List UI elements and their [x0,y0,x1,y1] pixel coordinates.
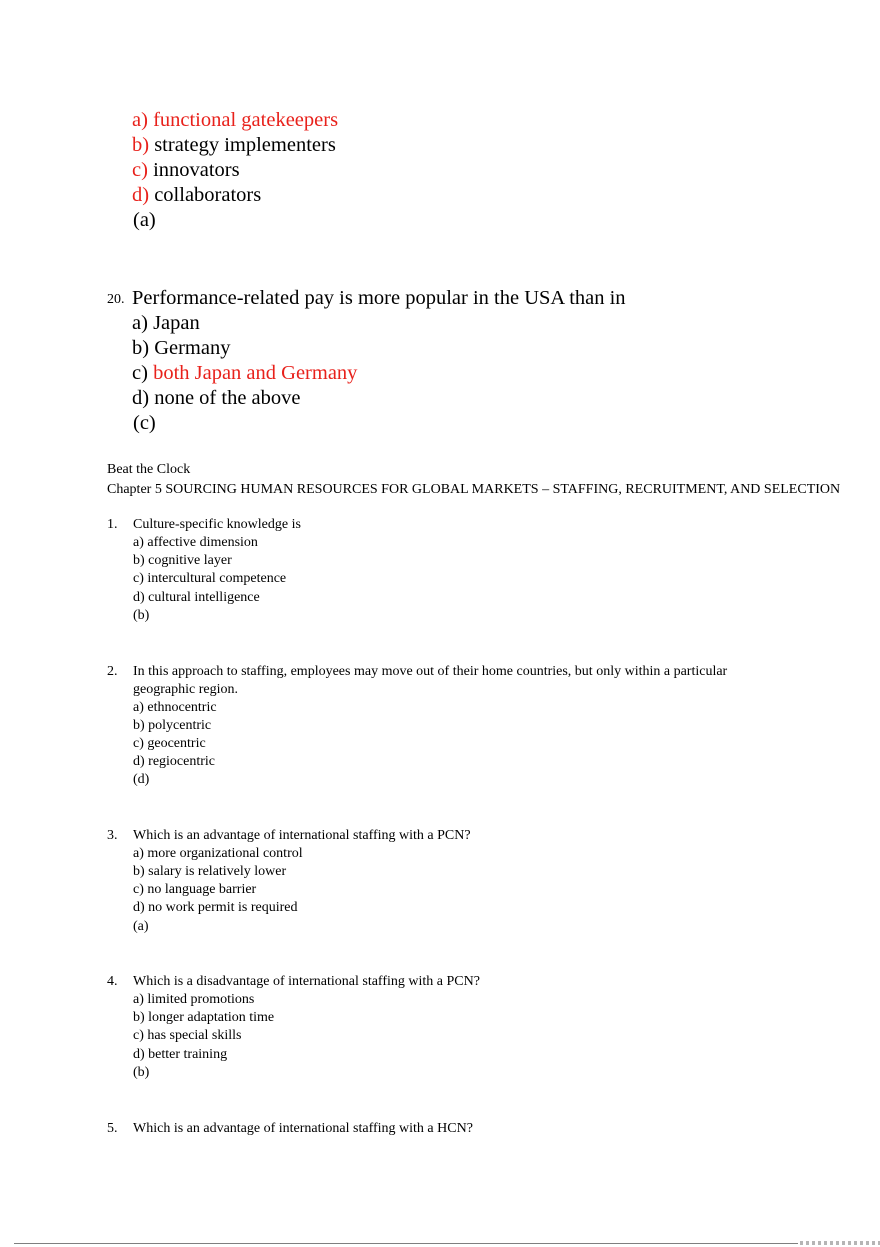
q1-number: 1. [107,517,118,532]
q19-option-d [132,183,261,208]
q20-option-d-text: none of the above [154,387,301,409]
q2-option-a: a) ethnocentric [133,700,217,715]
chapter-heading: Chapter 5 SOURCING HUMAN RESOURCES FOR GLOBAL MARKETS – STAFFING, RECRUITMENT, AND SELECTION [107,482,841,497]
q20-option-c-letter: c) [132,362,148,384]
q2-option-d: d) regiocentric [133,754,216,769]
q1-option-c: c) intercultural competence [133,571,287,586]
q19-option-d-text: collaborators [154,184,262,206]
q4-answer: (b) [133,1065,150,1080]
q1-option-b: b) cognitive layer [133,553,232,568]
q3-option-c: c) no language barrier [133,882,257,897]
q19-option-c-text: innovators [153,159,240,181]
q2-text: In this approach to staffing, employees may move out of their home countries, but only within a particular [133,664,728,679]
q19-option-c-letter: c) [132,159,148,181]
q4-option-c: c) has special skills [133,1028,242,1043]
q20-option-a [132,311,200,336]
q20-answer: (c) [133,412,156,434]
q3-number: 3. [107,828,118,843]
q3-text: Which is an advantage of international staffing with a PCN? [133,828,471,843]
q2-option-b: b) polycentric [133,718,212,733]
q3-option-d: d) no work permit is required [133,900,298,915]
q3-option-a: a) more organizational control [133,846,303,861]
q20-number: 20. [107,292,125,307]
footer-dotted-mark [800,1241,880,1245]
q5-text: Which is an advantage of international staffing with a HCN? [133,1121,473,1136]
q4-text: Which is a disadvantage of international staffing with a PCN? [133,974,480,989]
q19-option-a-text: functional gatekeepers [153,109,339,131]
q3-answer: (a) [133,919,149,934]
q20-option-c [132,361,357,386]
q1-option-a: a) affective dimension [133,535,258,550]
q19-option-b-text: strategy implementers [154,134,336,156]
section-title: Beat the Clock [107,462,191,477]
q2-answer: (d) [133,772,150,787]
q19-answer: (a) [133,209,156,231]
q19-option-d-letter: d) [132,184,150,206]
q19-option-a-letter: a) [132,109,148,131]
q1-text: Culture-specific knowledge is [133,517,301,532]
footer-divider [14,1243,798,1244]
q20-option-d-letter: d) [132,387,150,409]
q2-text-cont: geographic region. [133,682,238,697]
q20-option-a-text: Japan [153,312,200,334]
q4-option-b: b) longer adaptation time [133,1010,275,1025]
q2-number: 2. [107,664,118,679]
q19-option-c [132,158,240,183]
q20-option-b-letter: b) [132,337,150,359]
q20-option-a-letter: a) [132,312,148,334]
q19-option-a [132,108,338,133]
q20-option-c-text: both Japan and Germany [153,362,358,384]
q2-option-c: c) geocentric [133,736,206,751]
q1-answer: (b) [133,608,150,623]
q19-option-b [132,133,336,158]
q20-option-d [132,386,301,411]
q3-option-b: b) salary is relatively lower [133,864,287,879]
q5-number: 5. [107,1121,118,1136]
q19-option-b-letter: b) [132,134,150,156]
q4-option-a: a) limited promotions [133,992,255,1007]
q20-option-b-text: Germany [154,337,231,359]
q4-number: 4. [107,974,118,989]
q1-option-d: d) cultural intelligence [133,590,260,605]
q20-text: Performance-related pay is more popular in the USA than in [132,287,626,309]
q20-option-b [132,336,230,361]
q4-option-d: d) better training [133,1047,228,1062]
